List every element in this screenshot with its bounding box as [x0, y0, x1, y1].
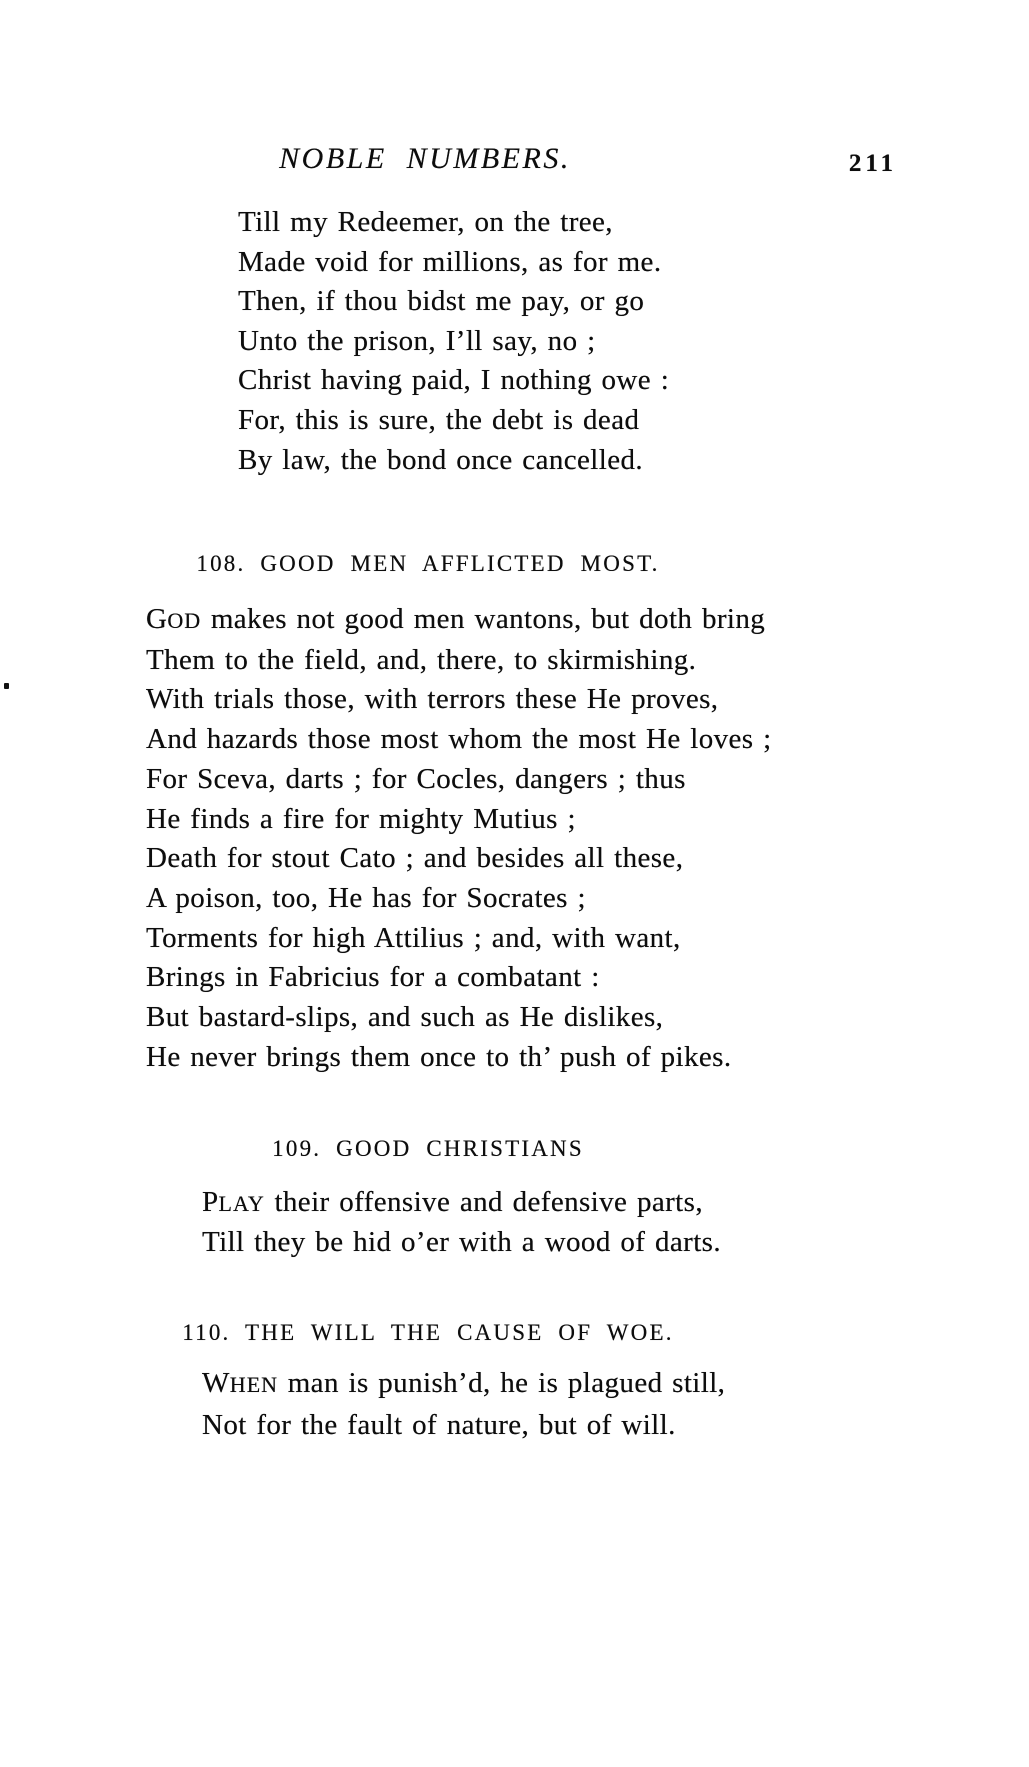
poem-line: He never brings them once to th’ push of pikes.	[146, 1040, 732, 1073]
poem-line	[202, 1363, 725, 1405]
poem-109-body	[202, 1183, 721, 1261]
poem-line: For, this is sure, the debt is dead	[238, 403, 640, 436]
poem-line: Christ having paid, I nothing owe :	[238, 364, 670, 397]
section-heading-110: 110. THE WILL THE CAUSE OF WOE.	[182, 1320, 674, 1345]
poem-line	[146, 600, 772, 641]
poem-line	[202, 1183, 721, 1223]
poem-line: A poison, too, He has for Socrates ;	[146, 881, 586, 914]
poem-line: But bastard-slips, and such as He dislikes,	[146, 1001, 664, 1034]
poem-110-body	[202, 1363, 725, 1445]
lead-word-smallcaps: LAY	[218, 1191, 265, 1216]
poem-line: For Sceva, darts ; for Cocles, dangers ; thus	[146, 762, 686, 795]
poem-line: With trials those, with terrors these He proves,	[146, 683, 719, 716]
poem-line: Torments for high Attilius ; and, with want,	[146, 921, 681, 954]
poem-line: By law, the bond once cancelled.	[238, 443, 644, 476]
running-header-title: NOBLE NUMBERS.	[279, 142, 571, 175]
poem-line: Till my Redeemer, on the tree,	[238, 206, 613, 238]
lead-word-smallcaps: OD	[167, 608, 202, 633]
lead-word-smallcaps: HEN	[229, 1372, 279, 1397]
poem-line: Brings in Fabricius for a combatant :	[146, 961, 600, 994]
poem-line: Not for the fault of nature, but of will.	[202, 1409, 676, 1441]
lead-line-rest: makes not good men wantons, but doth bring	[201, 603, 766, 635]
section-heading-108: 108. GOOD MEN AFFLICTED MOST.	[196, 551, 660, 576]
poem-line: Death for stout Cato ; and besides all these,	[146, 842, 684, 875]
lead-line-rest: man is punish’d, he is plagued still,	[278, 1367, 726, 1399]
lead-word-initial: G	[146, 603, 168, 635]
poem-line: Till they be hid o’er with a wood of darts.	[202, 1226, 722, 1258]
scan-ink-speck	[4, 683, 9, 689]
poem-line: And hazards those most whom the most He loves ;	[146, 723, 772, 756]
poem-line: Made void for millions, as for me.	[238, 245, 662, 278]
page-number: 211	[848, 150, 897, 177]
poem-108-body	[146, 600, 772, 1077]
lead-word-initial: P	[202, 1186, 219, 1218]
lead-line-rest: their offensive and defensive parts,	[264, 1186, 703, 1218]
poem-line: Unto the prison, I’ll say, no ;	[238, 324, 596, 357]
poem-continuation-stanza	[238, 203, 669, 480]
poem-line: He finds a fire for mighty Mutius ;	[146, 802, 576, 835]
lead-word-initial: W	[202, 1367, 230, 1399]
poem-line: Them to the field, and, there, to skirmishing.	[146, 643, 697, 676]
poem-line: Then, if thou bidst me pay, or go	[238, 285, 645, 318]
section-heading-109: 109. GOOD CHRISTIANS	[272, 1136, 584, 1161]
